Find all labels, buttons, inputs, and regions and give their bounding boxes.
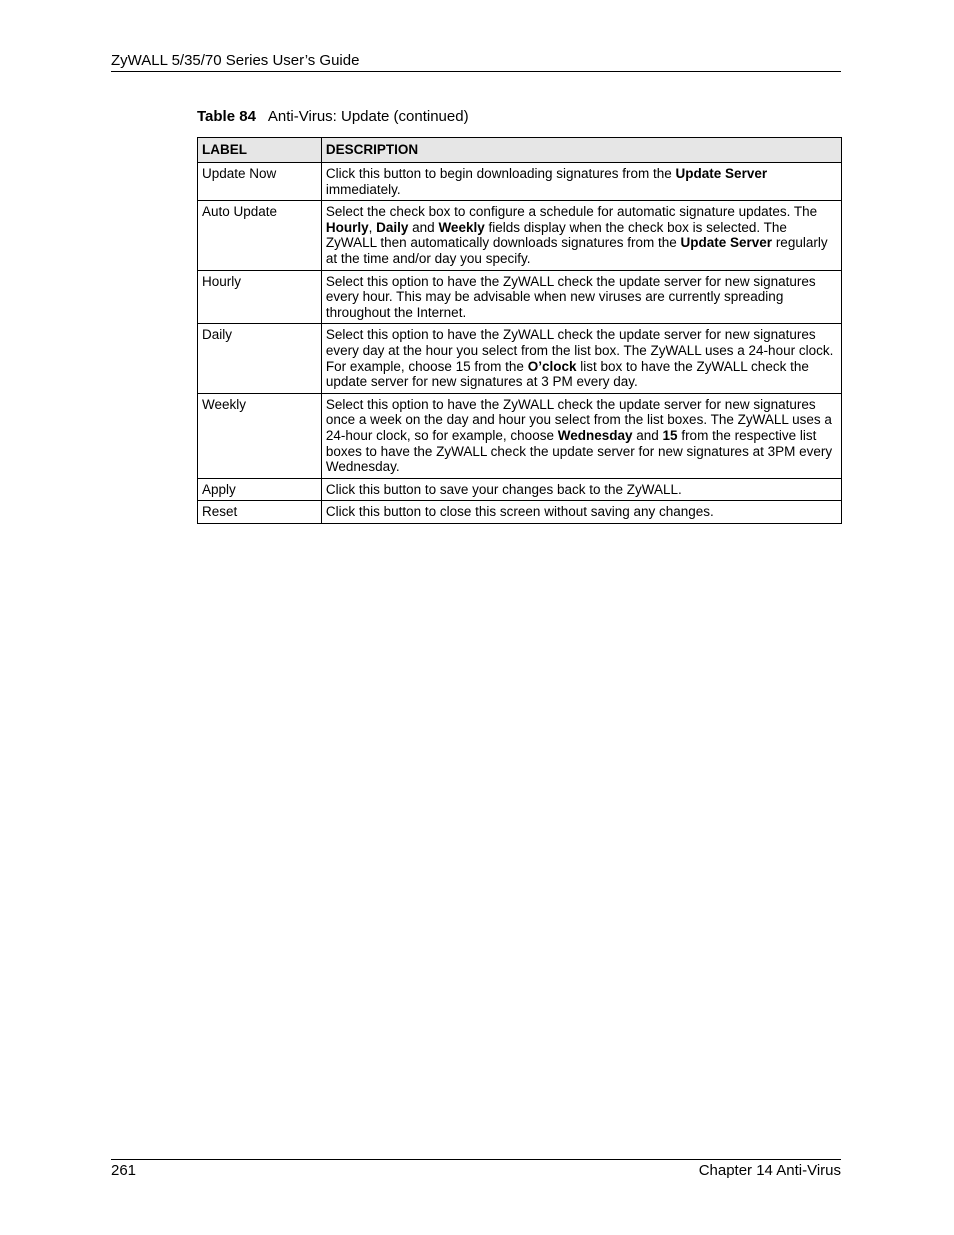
row-label: Hourly	[198, 270, 322, 324]
chapter-title: Chapter 14 Anti-Virus	[698, 1162, 841, 1179]
row-description	[321, 201, 841, 270]
table-row	[198, 201, 842, 270]
description-text: Click this button to save your changes back to the ZyWALL.	[325, 481, 682, 497]
bold-term: 15	[662, 427, 678, 443]
table-row	[198, 478, 842, 501]
column-header-description: DESCRIPTION	[321, 138, 841, 163]
description-text: list box to have the ZyWALL check the update server for new signatures at 3 PM every day.	[325, 358, 809, 390]
table-header-row	[198, 138, 842, 163]
running-header-title: ZyWALL 5/35/70 Series User’s Guide	[111, 52, 360, 69]
table-row	[198, 163, 842, 201]
description-text: and	[408, 219, 439, 235]
table-row	[198, 393, 842, 478]
description-text: from the respective list boxes to have the ZyWALL check the update server for new signatures at 3PM every Wednesday.	[325, 427, 833, 475]
description-text: and	[632, 427, 663, 443]
bold-term: O’clock	[527, 358, 577, 374]
row-description	[321, 163, 841, 201]
bold-term: Update Server	[680, 235, 773, 251]
description-text: Select this option to have the ZyWALL check the update server for new signatures every day at the hour you select from the list box. The ZyWALL uses a 24-hour clock. For example, choose 15 from the	[325, 327, 834, 374]
description-text: regularly at the time and/or day you specify.	[325, 235, 828, 266]
table-caption	[197, 108, 469, 125]
bold-term: Wednesday	[557, 427, 633, 443]
row-description	[321, 478, 841, 501]
description-text: Select the check box to configure a schedule for automatic signature updates. The	[325, 204, 818, 220]
row-label: Update Now	[198, 163, 322, 201]
bold-term: Update Server	[675, 166, 768, 181]
description-table	[197, 137, 842, 524]
row-label: Weekly	[198, 393, 322, 478]
row-description	[321, 270, 841, 324]
description-text: Select this option to have the ZyWALL check the update server for new signatures every hour. This may be advisable when new viruses are currently spreading throughout the Internet.	[325, 273, 816, 320]
page-number: 261	[111, 1162, 137, 1179]
footer-rule	[111, 1159, 841, 1160]
row-description	[321, 501, 841, 524]
description-text: Click this button to begin downloading signatures from the	[325, 166, 676, 181]
row-label: Auto Update	[198, 201, 322, 270]
description-text: fields display when the check box is selected. The ZyWALL then automatically downloads signatures from the	[325, 219, 787, 251]
row-label: Reset	[198, 501, 322, 524]
row-label: Daily	[198, 324, 322, 393]
header-rule	[111, 71, 841, 72]
bold-term: Daily	[376, 219, 409, 235]
column-header-label: LABEL	[198, 138, 322, 163]
description-text: ,	[368, 219, 377, 235]
table-caption-text: Anti-Virus: Update (continued)	[267, 108, 469, 125]
bold-term: Hourly	[325, 219, 369, 235]
table-caption-number: Table 84	[197, 108, 256, 125]
table-row	[198, 270, 842, 324]
table-row	[198, 501, 842, 524]
row-label: Apply	[198, 478, 322, 501]
table-row	[198, 324, 842, 393]
description-text: Click this button to close this screen without saving any changes.	[325, 504, 714, 520]
description-text: Select this option to have the ZyWALL check the update server for new signatures once a week on the day and hour you select from the list boxes. The ZyWALL uses a 24-hour clock, so for example, choose	[325, 396, 832, 443]
bold-term: Weekly	[438, 219, 485, 235]
table-body	[198, 163, 842, 524]
row-description	[321, 324, 841, 393]
description-text: immediately.	[325, 181, 401, 197]
row-description	[321, 393, 841, 478]
